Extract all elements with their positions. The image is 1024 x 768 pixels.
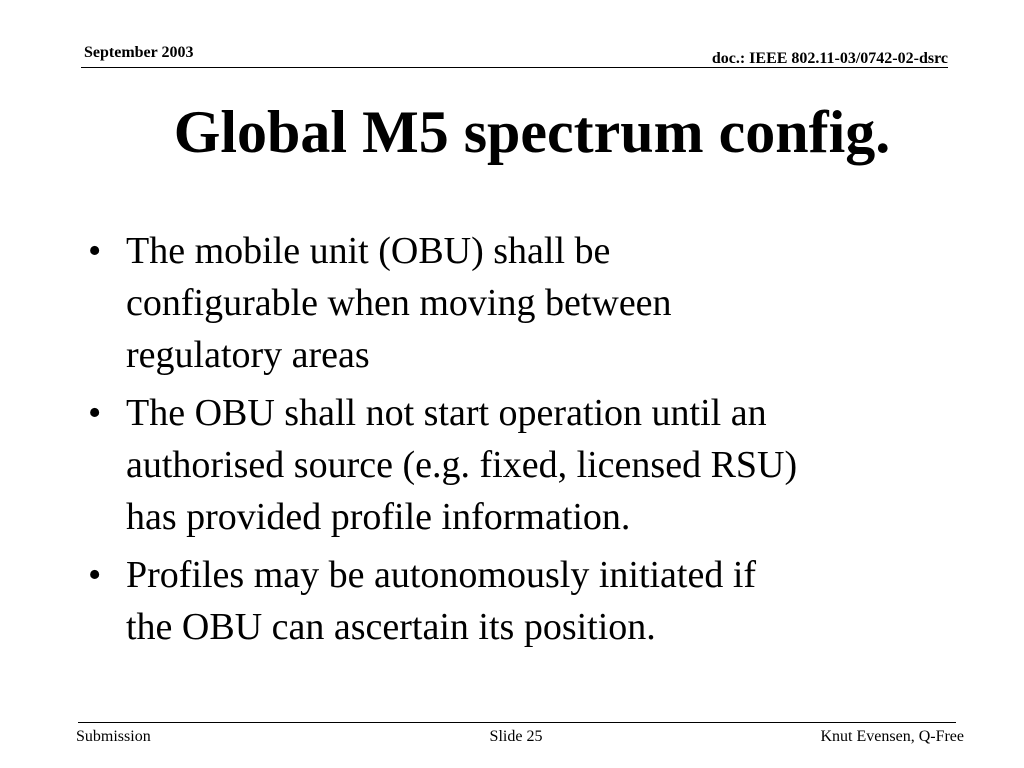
- bullet-marker: •: [88, 554, 102, 596]
- footer-author: Knut Evensen, Q-Free: [820, 728, 964, 745]
- footer-divider: [78, 722, 956, 723]
- bullet-item-2: [88, 387, 968, 543]
- bullet-text: The mobile unit (OBU) shall be configurable when moving between regulatory areas: [126, 230, 672, 376]
- bullet-item-3: [88, 549, 968, 653]
- bullet-text: The OBU shall not start operation until an authorised source (e.g. fixed, licensed RSU) has provided profile information.: [126, 392, 798, 538]
- bullet-marker: •: [88, 230, 102, 272]
- header-date: September 2003: [84, 44, 194, 61]
- header-doc-id: doc.: IEEE 802.11-03/0742-02-dsrc: [711, 50, 948, 67]
- footer-slide-number: Slide 25: [489, 728, 543, 745]
- slide-title: Global M5 spectrum config.: [173, 99, 891, 165]
- bullet-text: Profiles may be autonomously initiated if the OBU can ascertain its position.: [126, 554, 757, 648]
- header-divider: [81, 67, 948, 68]
- bullet-list: [88, 225, 968, 659]
- bullet-item-1: [88, 225, 968, 381]
- footer-submission: Submission: [76, 728, 151, 745]
- bullet-marker: •: [88, 392, 102, 434]
